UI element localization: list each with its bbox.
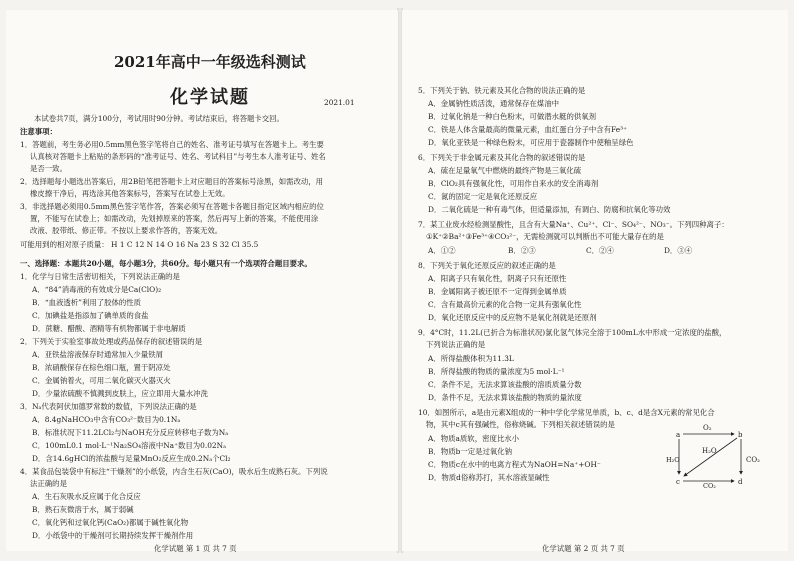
question-6-option-a: A．硫在足量氧气中燃烧的最终产物是三氧化硫 [428, 166, 582, 175]
question-7-option-d: D．③④ [664, 246, 693, 255]
question-3-option-d: D．含14.6gHCl的浓盐酸与足量MnO₂反应生成0.2Nₐ个Cl₂ [32, 454, 231, 463]
question-8-option-b: B．金属阳离子被还原不一定得到金属单质 [428, 287, 567, 296]
question-9-option-d: D．条件不足，无法求算该盐酸的物质的量浓度 [428, 393, 582, 402]
note-line: 置，不能写在试卷上；如需改动，先划掉原来的答案，然后再写上新的答案，不能使用涂 [30, 214, 319, 223]
question-3-stem: 3．Nₐ代表阿伏加德罗常数的数值，下列说法正确的是 [20, 402, 197, 411]
note-line: 是否一致。 [30, 164, 67, 173]
question-6-option-d: D．二氧化硫是一种有毒气体，但适量添加，有调白、防腐和抗氧化等功效 [428, 205, 671, 214]
question-4-option-a: A．生石灰吸水反应属于化合反应 [32, 492, 141, 501]
note-line: 橡皮擦干净后，再选涂其他答案标号，答案写在试卷上无效。 [30, 189, 230, 198]
label-co2-bottom: CO₂ [703, 482, 716, 490]
question-2-option-b: B．浓硝酸保存在棕色细口瓶，置于阴凉处 [32, 363, 171, 372]
question-4-stem-cont: 法正确的是 [30, 479, 67, 488]
intro-text: 本试卷共7页，满分100分，考试用时90分钟。考试结束后，将答题卡交回。 [34, 114, 284, 123]
label-h2o-left: H₂O [666, 456, 680, 464]
atomic-masses: 可能用到的相对原子质量： H 1 C 12 N 14 O 16 Na 23 S 32 Cl 35.5 [20, 240, 259, 249]
node-b: b [738, 431, 743, 439]
label-co2-right: CO₂ [746, 456, 760, 464]
question-5-option-a: A．金属钠性质活泼，通常保存在煤油中 [428, 99, 559, 108]
question-1-option-c: C．加碘盐是指添加了碘单质的食盐 [32, 311, 149, 320]
question-7-stem-cont: ①K⁺②Ba²⁺③Fe³⁺④CO₃²⁻，无需检测就可以判断出不可能大量存在的是 [426, 232, 664, 241]
question-1-option-a: A．“84”消毒液的有效成分是Ca(ClO)₂ [32, 285, 162, 294]
exam-title: 2021年高中一年级选科测试 [114, 53, 306, 71]
question-3-option-a: A．8.4gNaHCO₃中含有CO₃²⁻数目为0.1Nₐ [32, 415, 181, 424]
question-9-option-a: A．所得盐酸体积为11.3L [428, 354, 514, 363]
page-footer: 化学试题 第 2 页 共 7 页 [542, 544, 625, 553]
page-footer: 化学试题 第 1 页 共 7 页 [154, 544, 237, 553]
question-3-option-c: C．100mL0.1 mol·L⁻¹Na₂SO₄溶液中Na⁺数目为0.02Nₐ [32, 441, 226, 450]
question-9-stem-cont: 下列说法正确的是 [426, 340, 486, 349]
question-1-option-b: B．“血液透析”利用了胶体的性质 [32, 298, 142, 307]
question-2-stem: 2．下列关于实验室事故处理或药品保存的叙述错误的是 [20, 337, 203, 346]
note-line: 3．非选择题必须用0.5mm黑色签字笔作答，答案必须写在答题卡各题目指定区域内相应的位 [20, 202, 324, 211]
node-d: d [738, 478, 743, 486]
arrow-b-to-c [684, 438, 737, 476]
question-8-option-a: A．阳离子只有氧化性，阴离子只有还原性 [428, 274, 567, 283]
exam-date: 2021.01 [324, 98, 355, 107]
question-3-option-b: B．标准状况下11.2LCl₂与NaOH充分反应转移电子数为Nₐ [32, 428, 229, 437]
question-8-option-c: C．含有最高价元素的化合物一定具有强氧化性 [428, 300, 582, 309]
question-10-option-c: C．物质c在水中的电离方程式为NaOH=Na⁺+OH⁻ [428, 460, 601, 469]
question-8-option-d: D．氧化还原反应中的反应物不是氧化剂就是还原剂 [428, 313, 597, 322]
question-5-stem: 5．下列关于钠、铁元素及其化合物的说法正确的是 [418, 86, 586, 95]
question-10-stem: 10．如图所示，a是由元素X组成的一种中学化学常见单质，b、c、d是含X元素的常见化合 [418, 408, 715, 417]
subject-title: 化学试题 [170, 87, 250, 108]
question-9-stem: 9．4°C时，11.2L(已折合为标准状况)氯化氢气体完全溶于100mL水中形成一定浓度的盐酸， [418, 328, 727, 337]
node-a: a [676, 431, 681, 439]
page-1 [6, 10, 398, 551]
node-c: c [676, 478, 680, 486]
question-10-option-b: B．物质b一定是过氧化钠 [428, 447, 513, 456]
label-o2: O₂ [703, 424, 712, 432]
question-10-option-d: D．物质d俗称苏打，其水溶液显碱性 [428, 473, 550, 482]
page-2 [402, 10, 788, 551]
question-2-option-c: C．金属钠着火，可用二氧化碳灭火器灭火 [32, 376, 171, 385]
note-line: 1．答题前，考生务必用0.5mm黑色签字笔将自己的姓名、准考证号填写在答题卡上。考生要 [20, 140, 324, 149]
note-line: 2．选择题每小题选出答案后，用2B铅笔把答题卡上对应题目的答案标号涂黑，如需改动，用 [20, 177, 324, 186]
question-4-option-d: D．小纸袋中的干燥剂可长期持续发挥干燥剂作用 [32, 531, 194, 540]
question-6-stem: 6．下列关于非金属元素及其化合物的叙述错误的是 [418, 153, 586, 162]
question-7-option-c: C．②④ [586, 246, 614, 255]
question-5-option-c: C．铁是人体含量最高的微量元素，血红蛋白分子中含有Fe³⁺ [428, 125, 627, 134]
question-2-option-a: A．亚铁盐溶液保存时通常加入少量铁屑 [32, 350, 163, 359]
question-4-stem: 4．某食品包装袋中有标注“干燥剂”的小纸袋，内含生石灰(CaO)，吸水后生成熟石灰。下列说 [20, 467, 328, 476]
question-8-stem: 8．下列关于氧化还原反应的叙述正确的是 [418, 261, 556, 270]
question-6-option-c: C．氮的固定一定是氧化还原反应 [428, 192, 538, 201]
question-7-option-b: B．②③ [508, 246, 536, 255]
question-1-option-d: D．蔗糖、醋酸、酒精等有机物都属于非电解质 [32, 324, 186, 333]
note-line: 认真核对答题卡上粘贴的条形码的“准考证号、姓名、考试科目”与考生本人准考证号、姓名 [30, 152, 326, 161]
question-9-option-c: C．条件不足，无法求算该盐酸的溶质质量分数 [428, 380, 582, 389]
question-6-option-b: B．ClO₂具有强氧化性，可用作自来水的安全消毒剂 [428, 179, 599, 188]
notes-heading: 注意事项： [20, 127, 57, 136]
question-4-option-c: C．氧化钙和过氧化钙(CaO₂)都属于碱性氧化物 [32, 518, 189, 527]
question-7-stem: 7．某工业废水经检测显酸性，且含有大量Na⁺、Cu²⁺、Cl⁻、SO₄²⁻、NO₃⁻。下列四种离子： [418, 220, 729, 229]
section-heading: 一、选择题：本题共20小题，每小题3分，共60分。每小题只有一个选项符合题目要求。 [20, 259, 312, 268]
note-line: 改液、胶带纸、修正带。不按以上要求作答的，答案无效。 [30, 226, 223, 235]
reaction-cycle-diagram [666, 424, 770, 490]
question-9-option-b: B．所得盐酸的物质的量浓度为5 mol·L⁻¹ [428, 367, 565, 376]
question-2-option-d: D．少量浓硫酸不慎溅到皮肤上，应立即用大量水冲洗 [32, 389, 208, 398]
question-5-option-b: B．过氧化钠是一种白色粉末，可做潜水艇的供氧剂 [428, 112, 597, 121]
question-10-option-a: A．物质a质软，密度比水小 [428, 434, 520, 443]
question-7-option-a: A．①② [428, 246, 456, 255]
question-10-stem-cont: 物，其中c其有强碱性，俗称烧碱。下列相关叙述错误的是 [426, 420, 615, 429]
question-5-option-d: D．氧化亚铁是一种绿色粉末，可应用于瓷器制作中使釉呈绿色 [428, 138, 634, 147]
question-4-option-b: B．熟石灰微溶于水，属于弱碱 [32, 505, 134, 514]
label-h2o-diag: H₂O [702, 447, 717, 455]
question-1-stem: 1．化学与日常生活密切相关，下列说法正确的是 [20, 272, 180, 281]
